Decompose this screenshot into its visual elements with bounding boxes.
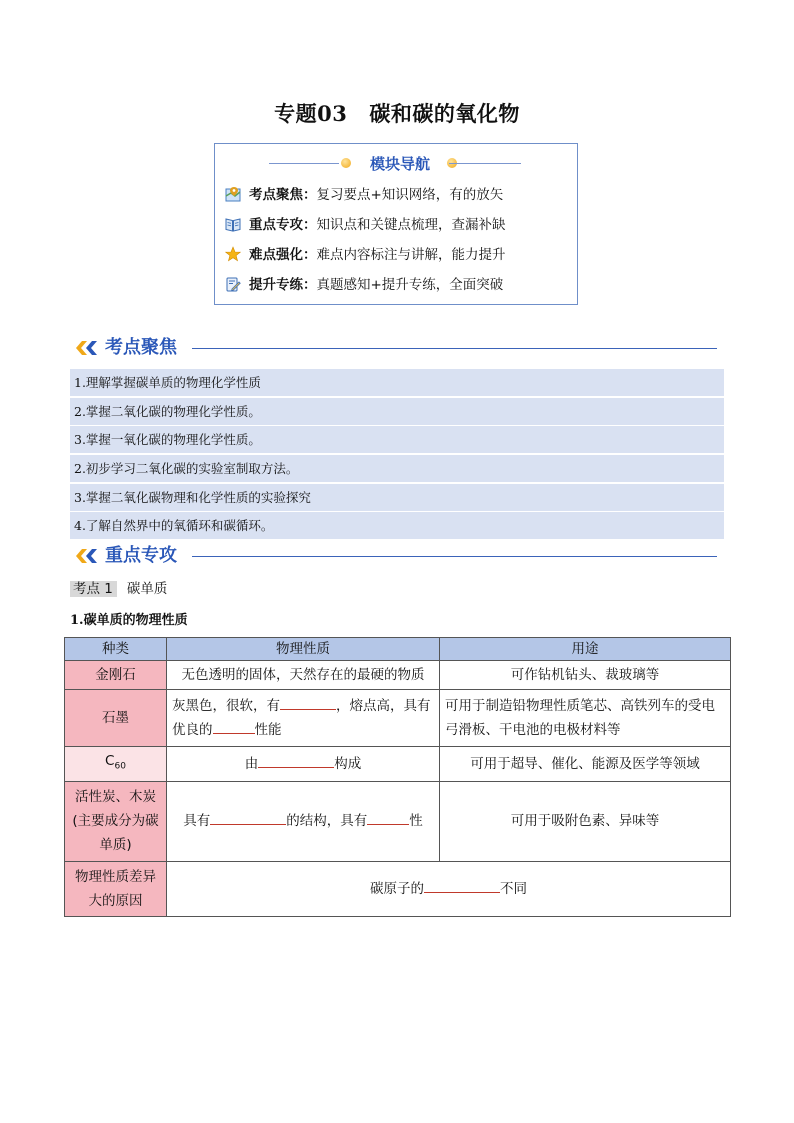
column-header: 种类 (65, 638, 167, 661)
cell-reason (167, 861, 731, 916)
nav-item-practice (225, 274, 503, 296)
list-item: 1.理解掌握碳单质的物理化学性质 (70, 369, 724, 396)
text-fragment: 灰黑色，很软，有 (172, 698, 280, 714)
module-nav-box (214, 143, 578, 305)
text-fragment: ，熔点高，具有优良的 (172, 698, 431, 738)
dot-icon (341, 158, 351, 168)
list-item: 2.掌握二氧化碳的物理化学性质。 (70, 398, 724, 425)
text-fragment: 由 (244, 755, 259, 772)
title-topic: 专题03 (274, 101, 348, 126)
section-title: 考点聚焦 (105, 337, 177, 358)
nav-item-key-attack (225, 214, 506, 236)
text-fragment: 构成 (334, 755, 362, 772)
section-rule (192, 556, 717, 557)
list-item: 2.初步学习二氧化碳的实验室制取方法。 (70, 455, 724, 482)
fill-blank[interactable] (424, 878, 500, 893)
cell-kind: 石墨 (65, 690, 167, 747)
notepad-pen-icon (225, 276, 241, 292)
text-fragment: 的结构，具有 (286, 813, 368, 830)
section-rule (192, 348, 717, 349)
book-icon (225, 216, 241, 232)
cell-use: 可用于吸附色素、异味等 (440, 781, 731, 861)
star-icon (225, 246, 241, 262)
cell-use: 可用于制造铅物理性质笔芯、高铁列车的受电弓滑板、干电池的电极材料等 (440, 690, 731, 747)
list-item: 4.了解自然界中的氧循环和碳循环。 (70, 512, 724, 539)
nav-item-key: 重点专攻： (249, 217, 317, 233)
title-name: 碳和碳的氧化物 (369, 101, 520, 126)
nav-item-text: 难点内容标注与讲解，能力提升 (316, 247, 506, 263)
section-header-focus (74, 335, 719, 361)
nav-item-text: 真题感知+提升专练，全面突破 (316, 277, 504, 293)
focus-list (70, 369, 724, 541)
fill-blank[interactable] (367, 810, 409, 825)
text-fragment: 不同 (500, 880, 527, 897)
nav-item-text: 知识点和关键点梳理，查漏补缺 (316, 217, 506, 233)
text-fragment: 碳原子的 (370, 880, 424, 897)
c60-subscript: 60 (114, 761, 126, 772)
list-item: 3.掌握一氧化碳的物理化学性质。 (70, 426, 724, 453)
divider (449, 163, 521, 164)
text-fragment: 具有 (183, 813, 211, 830)
section-header-key-attack (74, 543, 719, 569)
cell-property: 无色透明的固体，天然存在的最硬的物质 (167, 661, 440, 690)
nav-item-focus (225, 184, 503, 206)
page-title (0, 98, 794, 128)
column-header: 用途 (440, 638, 731, 661)
cell-use: 可作钻机钻头、裁玻璃等 (440, 661, 731, 690)
carbon-properties-table (64, 637, 731, 917)
cell-property (167, 781, 440, 861)
nav-item-difficulty (225, 244, 506, 266)
cell-property (167, 690, 440, 747)
text-fragment: 性能 (254, 722, 282, 738)
knowledge-point-heading (70, 579, 167, 599)
cell-kind: 物理性质差异大的原因 (65, 861, 167, 916)
map-pin-icon (225, 186, 241, 202)
section-title: 重点专攻 (105, 545, 177, 566)
subsection-title: 1.碳单质的物理性质 (70, 613, 188, 628)
divider (269, 163, 339, 164)
text-fragment: 性 (409, 813, 423, 830)
module-nav-title: 模块导航 (369, 155, 430, 173)
fill-blank[interactable] (210, 810, 286, 825)
nav-item-text: 复习要点+知识网络，有的放矢 (316, 187, 504, 203)
fill-blank[interactable] (213, 719, 255, 734)
table-row (65, 690, 731, 747)
table-header-row (65, 638, 731, 661)
table-row (65, 781, 731, 861)
table-row (65, 747, 731, 782)
column-header: 物理性质 (167, 638, 440, 661)
table-row (65, 661, 731, 690)
knowledge-point-name: 碳单质 (126, 581, 168, 597)
cell-use: 可用于超导、催化、能源及医学等领域 (440, 747, 731, 782)
cell-kind (65, 747, 167, 782)
double-chevron-icon (74, 339, 100, 357)
nav-item-key: 提升专练： (249, 277, 317, 293)
fill-blank[interactable] (280, 695, 336, 710)
double-chevron-icon (74, 547, 100, 565)
knowledge-point-tag: 考点 1 (70, 581, 117, 597)
fill-blank[interactable] (258, 753, 334, 768)
c60-symbol: C (105, 753, 115, 769)
cell-kind: 活性炭、木炭(主要成分为碳单质) (65, 781, 167, 861)
cell-property (167, 747, 440, 782)
table-row (65, 861, 731, 916)
nav-item-key: 难点强化： (249, 247, 317, 263)
list-item: 3.掌握二氧化碳物理和化学性质的实验探究 (70, 484, 724, 511)
nav-item-key: 考点聚焦： (249, 187, 317, 203)
module-nav-header (215, 153, 577, 175)
cell-kind: 金刚石 (65, 661, 167, 690)
